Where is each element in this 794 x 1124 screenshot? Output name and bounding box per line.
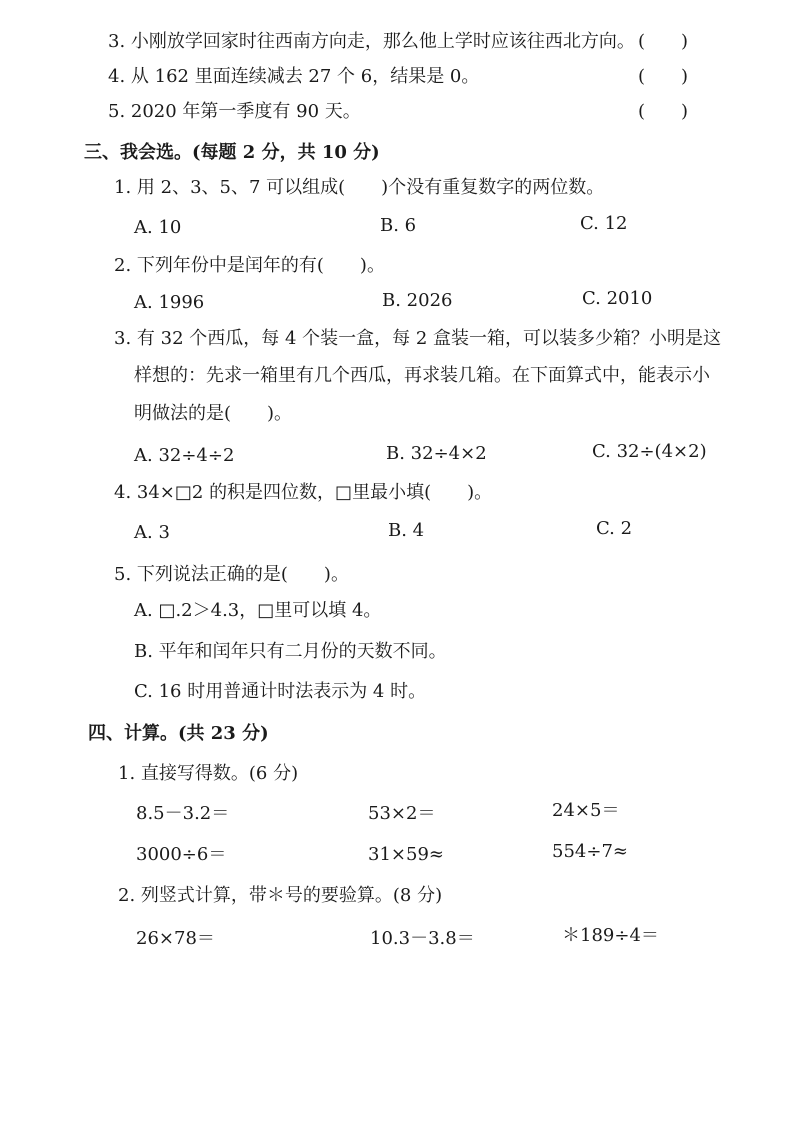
choice-q3-option-c[interactable]: C. 32÷(4×2) bbox=[592, 441, 707, 462]
choice-q1-option-c[interactable]: C. 12 bbox=[580, 213, 628, 234]
choice-q4-option-c[interactable]: C. 2 bbox=[596, 518, 633, 539]
section3-heading: 三、我会选。(每题 2 分，共 10 分) bbox=[84, 142, 380, 163]
choice-q3-stem-line3: 明做法的是( )。 bbox=[134, 403, 293, 424]
calc-q2-item-3: ＊189÷4＝ bbox=[562, 925, 659, 946]
choice-q4-stem: 4. 34×□2 的积是四位数，□里最小填( )。 bbox=[114, 482, 493, 503]
choice-q5-option-b[interactable]: B. 平年和闰年只有二月份的天数不同。 bbox=[134, 641, 447, 662]
choice-q3-option-a[interactable]: A. 32÷4÷2 bbox=[134, 445, 235, 466]
calc-q1-item-3: 24×5＝ bbox=[552, 800, 620, 821]
answer-paren-5[interactable]: ( ) bbox=[638, 101, 689, 122]
choice-q1-stem: 1. 用 2、3、5、7 可以组成( )个没有重复数字的两位数。 bbox=[114, 177, 605, 198]
answer-paren-3[interactable]: ( ) bbox=[638, 31, 689, 52]
calc-q2-title: 2. 列竖式计算，带＊号的要验算。(8 分) bbox=[118, 885, 443, 906]
choice-q2-option-c[interactable]: C. 2010 bbox=[582, 288, 653, 309]
judge-item-3: 3. 小刚放学回家时往西南方向走，那么他上学时应该往西北方向。 bbox=[108, 31, 635, 52]
choice-q4-option-a[interactable]: A. 3 bbox=[134, 522, 170, 543]
calc-q2-item-2: 10.3－3.8＝ bbox=[370, 928, 475, 949]
judge-item-5: 5. 2020 年第一季度有 90 天。 bbox=[108, 101, 361, 122]
calc-q1-item-4: 3000÷6＝ bbox=[136, 844, 227, 865]
choice-q1-option-b[interactable]: B. 6 bbox=[380, 215, 417, 236]
choice-q2-option-a[interactable]: A. 1996 bbox=[134, 292, 205, 313]
answer-paren-4[interactable]: ( ) bbox=[638, 66, 689, 87]
choice-q3-stem-line1: 3. 有 32 个西瓜，每 4 个装一盒，每 2 盒装一箱，可以装多少箱？小明是这 bbox=[114, 328, 722, 349]
calc-q1-item-1: 8.5－3.2＝ bbox=[136, 803, 230, 824]
choice-q5-option-c[interactable]: C. 16 时用普通计时法表示为 4 时。 bbox=[134, 681, 427, 702]
calc-q2-item-1: 26×78＝ bbox=[136, 928, 215, 949]
choice-q3-option-b[interactable]: B. 32÷4×2 bbox=[386, 443, 487, 464]
choice-q5-stem: 5. 下列说法正确的是( )。 bbox=[114, 564, 349, 585]
choice-q3-stem-line2: 样想的：先求一箱里有几个西瓜，再求装几箱。在下面算式中，能表示小 bbox=[134, 365, 710, 386]
calc-q1-title: 1. 直接写得数。(6 分) bbox=[118, 763, 299, 784]
choice-q5-option-a[interactable]: A. □.2＞4.3，□里可以填 4。 bbox=[134, 600, 382, 621]
calc-q1-item-5: 31×59≈ bbox=[368, 844, 444, 865]
choice-q2-stem: 2. 下列年份中是闰年的有( )。 bbox=[114, 255, 385, 276]
judge-item-4: 4. 从 162 里面连续减去 27 个 6，结果是 0。 bbox=[108, 66, 480, 87]
calc-q1-item-2: 53×2＝ bbox=[368, 803, 436, 824]
choice-q4-option-b[interactable]: B. 4 bbox=[388, 520, 425, 541]
section4-heading: 四、计算。(共 23 分) bbox=[88, 723, 269, 744]
choice-q1-option-a[interactable]: A. 10 bbox=[134, 217, 182, 238]
choice-q2-option-b[interactable]: B. 2026 bbox=[382, 290, 453, 311]
calc-q1-item-6: 554÷7≈ bbox=[552, 841, 628, 862]
